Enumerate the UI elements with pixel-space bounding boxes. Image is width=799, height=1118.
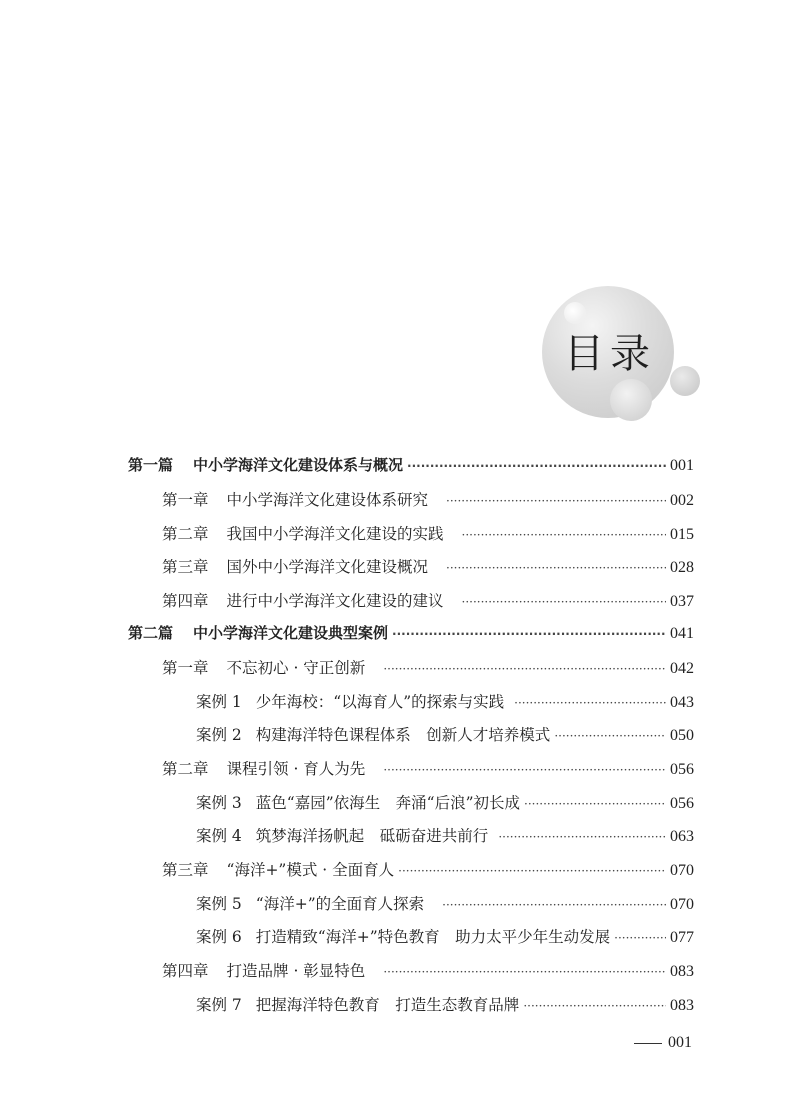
- toc-title: 我国中小学海洋文化建设的实践: [226, 525, 444, 543]
- dot-leader: [462, 595, 666, 609]
- toc-title: 中小学海洋文化建设典型案例: [193, 624, 389, 642]
- toc-number: 案例 3: [196, 794, 242, 812]
- page-footer: [634, 1034, 692, 1052]
- toc-number: 第二篇: [128, 624, 174, 642]
- toc-page: 077: [670, 929, 694, 946]
- toc-case[interactable]: [196, 723, 694, 745]
- toc-title: 少年海校：“以海育人”的探索与实践: [255, 693, 505, 711]
- toc-number: 第四章: [162, 592, 209, 610]
- toc-case[interactable]: [196, 791, 694, 813]
- toc-page: 063: [670, 828, 694, 845]
- toc-page: 041: [670, 625, 694, 642]
- dot-leader: [442, 898, 666, 912]
- toc-page: 001: [670, 457, 694, 474]
- footer-page-number: 001: [668, 1034, 692, 1051]
- toc-part-2[interactable]: [128, 622, 694, 643]
- toc-title: 中小学海洋文化建设体系研究: [226, 491, 429, 509]
- toc-title: 构建海洋特色课程体系 创新人才培养模式: [255, 726, 551, 744]
- toc-page: 015: [670, 526, 694, 543]
- toc-title: 进行中小学海洋文化建设的建议: [226, 592, 444, 610]
- dot-leader: [383, 965, 666, 979]
- toc-title: “海洋+”的全面育人探索: [255, 895, 425, 913]
- bubble-highlight: [564, 302, 586, 324]
- toc-title: “海洋+”模式 · 全面育人: [226, 861, 395, 879]
- toc-page: 042: [670, 660, 694, 677]
- dot-leader: [524, 797, 666, 811]
- toc-number: 第二章: [162, 525, 209, 543]
- toc-page: 037: [670, 593, 694, 610]
- dot-leader: [446, 494, 666, 508]
- toc-case[interactable]: [196, 925, 694, 947]
- toc-title: 打造品牌 · 彰显特色: [226, 962, 366, 980]
- toc-page: 070: [670, 896, 694, 913]
- toc-page: 043: [670, 694, 694, 711]
- toc-case[interactable]: [196, 824, 694, 846]
- dot-leader: [523, 999, 666, 1013]
- toc-number: 第三章: [162, 861, 209, 879]
- toc-number: 案例 2: [196, 726, 242, 744]
- toc-number: 第一章: [162, 491, 209, 509]
- toc-chapter[interactable]: [162, 555, 694, 577]
- dot-leader: [514, 696, 666, 710]
- dot-leader: [383, 662, 666, 676]
- toc-number: 第一章: [162, 659, 209, 677]
- dot-leader: [498, 830, 666, 844]
- toc-title: 打造精致“海洋+”特色教育 助力太平少年生动发展: [255, 928, 611, 946]
- dot-leader: [462, 528, 666, 542]
- dot-leader: [398, 864, 666, 878]
- toc-chapter[interactable]: [162, 522, 694, 544]
- toc-chapter[interactable]: [162, 488, 694, 510]
- toc-title: 筑梦海洋扬帆起 砥砺奋进共前行: [255, 827, 489, 845]
- toc-page: 070: [670, 862, 694, 879]
- toc-title: 蓝色“嘉园”依海生 奔涌“后浪”初长成: [255, 794, 520, 812]
- toc-page: 028: [670, 559, 694, 576]
- toc-chapter[interactable]: [162, 858, 694, 880]
- toc-number: 第三章: [162, 558, 209, 576]
- dot-leader: [392, 627, 666, 641]
- dot-leader: [446, 561, 666, 575]
- toc-title: 课程引领 · 育人为先: [226, 760, 366, 778]
- toc-number: 第一篇: [128, 456, 174, 474]
- toc-case[interactable]: [196, 993, 694, 1015]
- toc-page: 002: [670, 492, 694, 509]
- toc-part-1[interactable]: [128, 454, 694, 475]
- toc-number: 第二章: [162, 760, 209, 778]
- page-title: 目录: [564, 331, 656, 377]
- toc-case[interactable]: [196, 892, 694, 914]
- toc-page: 050: [670, 727, 694, 744]
- small-bubble: [610, 379, 652, 421]
- dot-leader: [614, 931, 666, 945]
- toc-chapter[interactable]: [162, 959, 694, 981]
- toc-number: 第四章: [162, 962, 209, 980]
- toc-title: 不忘初心 · 守正创新: [226, 659, 366, 677]
- toc-title: 中小学海洋文化建设体系与概况: [193, 456, 404, 474]
- dot-leader: [554, 729, 666, 743]
- dot-leader: [383, 763, 666, 777]
- toc-case[interactable]: [196, 690, 694, 712]
- toc-number: 案例 7: [196, 996, 242, 1014]
- toc-chapter[interactable]: [162, 589, 694, 611]
- footer-rule: [634, 1043, 662, 1044]
- toc-page: 056: [670, 761, 694, 778]
- toc-page: 083: [670, 963, 694, 980]
- toc-number: 案例 1: [196, 693, 242, 711]
- toc-number: 案例 6: [196, 928, 242, 946]
- toc-number: 案例 5: [196, 895, 242, 913]
- small-bubble: [670, 366, 700, 396]
- toc-chapter[interactable]: [162, 757, 694, 779]
- dot-leader: [407, 459, 666, 473]
- toc-chapter[interactable]: [162, 656, 694, 678]
- toc-title: 国外中小学海洋文化建设概况: [226, 558, 429, 576]
- toc-number: 案例 4: [196, 827, 242, 845]
- toc-page: 083: [670, 997, 694, 1014]
- toc-title: 把握海洋特色教育 打造生态教育品牌: [255, 996, 520, 1014]
- toc-page: 056: [670, 795, 694, 812]
